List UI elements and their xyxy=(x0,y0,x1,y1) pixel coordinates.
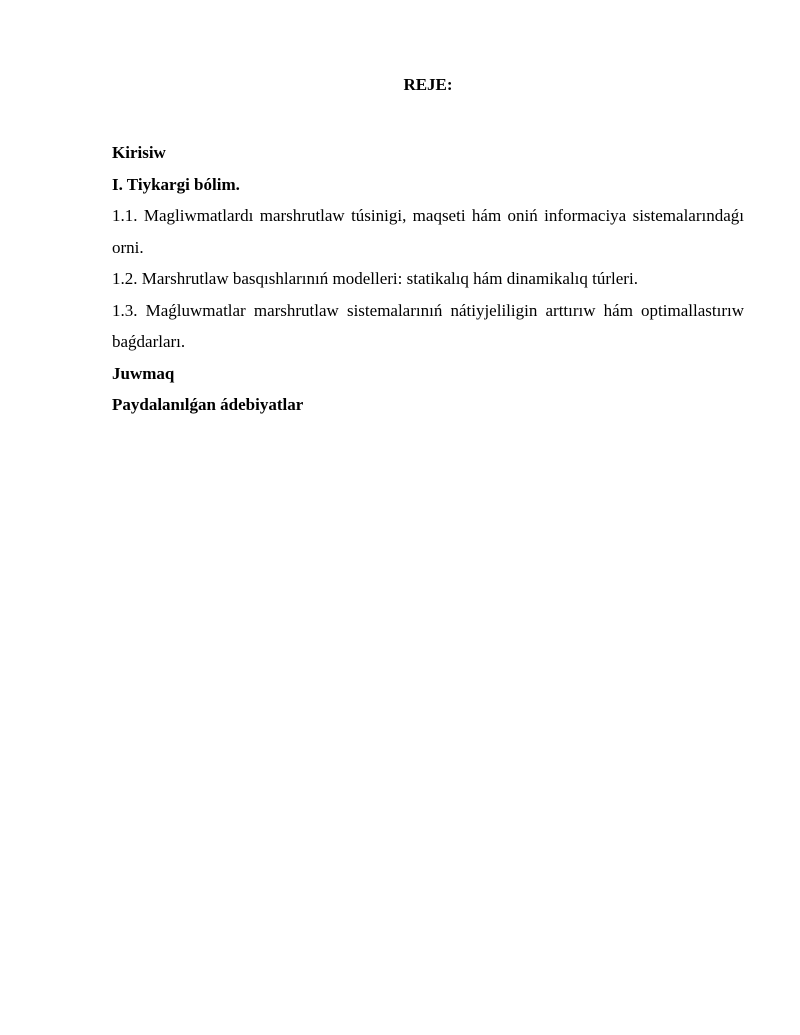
toc-item-section-1-2: 1.2. Marshrutlaw basqıshlarınıń modelleri: statikalıq hám dinamikalıq túrleri. xyxy=(112,269,638,288)
page-title: REJE: xyxy=(403,75,453,94)
toc-item-introduction: Kirisiw xyxy=(112,143,166,162)
toc-item-conclusion: Juwmaq xyxy=(112,363,175,383)
toc-item-section-1-1: 1.1. Magliwmatlardı marshrutlaw túsinigi, maqseti hám oniń informaciya sistemalarındaǵı orni. xyxy=(112,206,744,257)
toc-item-main-part: I. Tiykargi bólim. xyxy=(112,174,240,194)
toc-item-section-1-3: 1.3. Maǵluwmatlar marshrutlaw sistemalarınıń nátiyjeliligin arttırıw hám optimallastırıw baǵdarları. xyxy=(112,300,744,351)
table-of-contents xyxy=(112,74,744,421)
toc-item-references: Paydalanılǵan ádebiyatlar xyxy=(112,395,304,414)
